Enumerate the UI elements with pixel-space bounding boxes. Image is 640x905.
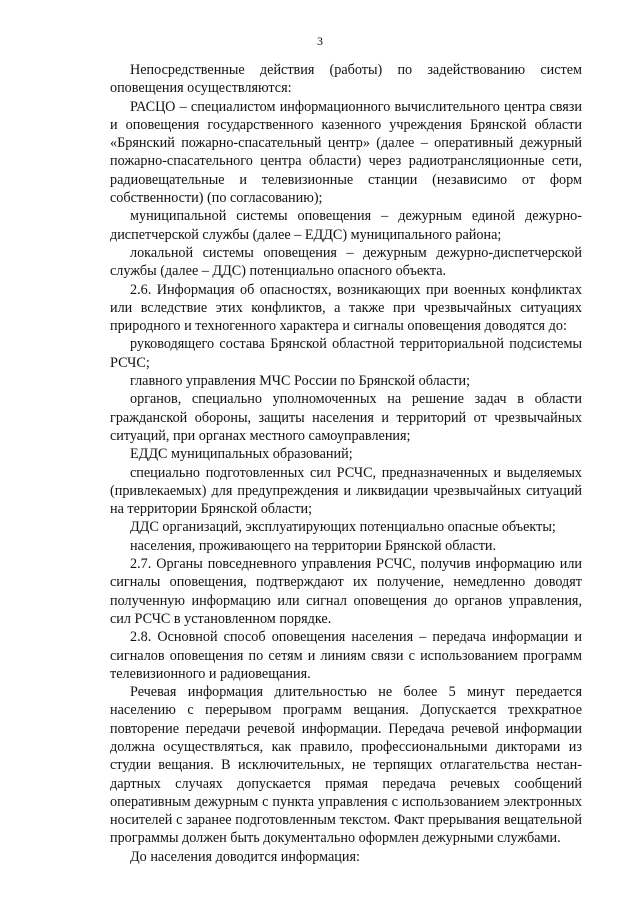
list-item-edds: ЕДДС муниципальных образований; [130, 446, 353, 463]
paragraph-intro: Непосредственные действия (работы) по задействованию систем оповещения осуществляются: [110, 62, 582, 97]
list-item-leadership: руководящего состава Брянской областной территориальной подсистемы РСЧС; [110, 336, 582, 371]
list-item-forces: специально подготовленных сил РСЧС, предназначенных и выделяемых (привлекаемых) для предупреждения и ликвидации чрезвычайных ситуаций на территории Брянской области; [110, 464, 582, 518]
page-number: 3 [317, 34, 323, 48]
paragraph-population-info: До населения доводится информация: [130, 848, 360, 865]
paragraph-2-6: 2.6. Информация об опасностях, возникающих при военных конфликтах или вследствие этих конфликтов, а также при чрезвычайных ситуациях природного и техногенного характера и сигналы оповещения доводятся до: [110, 281, 582, 335]
paragraph-rasco: РАСЦО – специалистом информационного вычислительного центра связи и оповещения государственного казенного учреждения Брянской области «Брянский пожарно-спасательный центр» (далее – оперативный дежурный пожарно-спасательного центра области) через радиотрансляционные сети, радиовещательные и телевизионные станции (независимо от форм собственности) (по согласованию); [110, 98, 582, 207]
list-item-dds: ДДС организаций, эксплуатирующих потенциально опасные объекты; [130, 519, 556, 536]
paragraph-local: локальной системы оповещения – дежурным дежурно-диспетчерской службы (далее – ДДС) потенциально опасного объекта. [110, 244, 582, 280]
paragraph-2-8: 2.8. Основной способ оповещения населения – передача информации и сигналов оповещения по сетям и линиям связи с использованием программ телевизионного и радиовещания. [110, 629, 582, 682]
list-item-civil-defense: органов, специально уполномоченных на решение задач в области гражданской обороны, защиты населения и территорий от чрезвычайных ситуаций, при органах местного самоуправления; [110, 391, 582, 444]
paragraph-2-7: 2.7. Органы повседневного управления РСЧС, получив информацию или сигналы оповещения, подтверждают их получение, немедленно доводят полученную информацию или сигнал оповещения до органов управления, сил РСЧС в установленном порядке. [110, 556, 582, 627]
list-item-mchs: главного управления МЧС России по Брянской области; [130, 373, 471, 390]
paragraph-municipal: муниципальной системы оповещения – дежурным единой дежурно-диспетчерской службы (далее – ЕДДС) муниципального района; [110, 208, 582, 243]
document-body [110, 61, 582, 866]
paragraph-speech-info: Речевая информация длительностью не более 5 минут передается населению с перерывом программ вещания. Допускается трехкратное повторение передачи речевой информации. Передача речевой информации должна осуществляться, как правило, профессиональными дикторами из студии вещания. В исключительных, не терпящих отлагательства нестандартных случаях допускается прямая передача речевых сообщений оперативным дежурным с пункта управления с использованием электронных носителей с заранее подготовленным текстом. Факт прерывания вещательной программы должен быть документально оформлен дежурными службами. [110, 684, 582, 847]
list-item-population: населения, проживающего на территории Брянской области. [130, 537, 497, 554]
